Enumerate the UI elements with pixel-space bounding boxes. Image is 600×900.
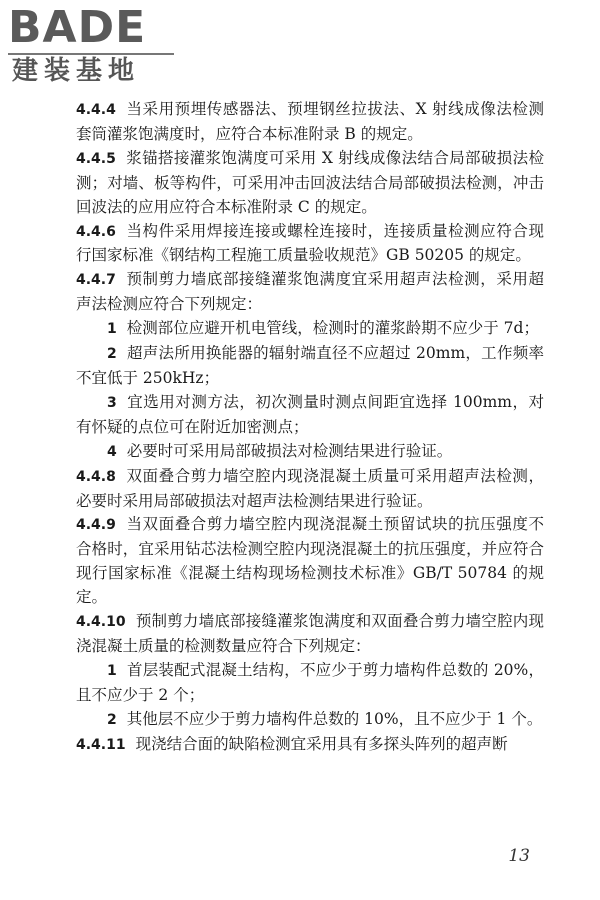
- clause-number: 4.4.5: [76, 150, 116, 167]
- clause-4-4-6: [76, 220, 544, 269]
- document-body: [76, 98, 544, 757]
- clause-4-4-4: [76, 98, 544, 147]
- clause-4-4-9: [76, 513, 544, 610]
- logo-subtitle: 建装基地: [12, 56, 141, 86]
- item-text: 检测部位应避开机电管线，检测时的灌浆龄期不应少于 7d；: [126, 319, 539, 338]
- clause-4-4-5: [76, 147, 544, 220]
- clause-4-4-7-item-1: [76, 317, 544, 342]
- item-text: 必要时可采用局部破损法对检测结果进行验证。: [126, 441, 453, 460]
- clause-number: 4.4.6: [76, 223, 116, 240]
- item-text: 宜选用对测方法，初次测量时测点间距宜选择 100mm，对有怀疑的点位可在附近加密测点；: [76, 392, 544, 436]
- item-number: 2: [107, 346, 117, 363]
- item-number: 1: [107, 321, 117, 338]
- clause-text: 现浇结合面的缺陷检测宜采用具有多探头阵列的超声断: [135, 734, 508, 753]
- clause-number: 4.4.7: [76, 272, 116, 289]
- item-number: 2: [107, 711, 117, 728]
- logo-brand: BADE: [8, 2, 147, 53]
- clause-4-4-10: [76, 610, 544, 659]
- clause-text: 当采用预埋传感器法、预埋钢丝拉拔法、X 射线成像法检测套筒灌浆饱满度时，应符合本标准附录 B 的规定。: [76, 100, 544, 143]
- clause-4-4-7: [76, 268, 544, 317]
- clause-text: 当构件采用焊接连接或螺栓连接时，连接质量检测应符合现行国家标准《钢结构工程施工质量验收规范》GB 50205 的规定。: [76, 221, 544, 265]
- clause-number: 4.4.10: [76, 614, 126, 631]
- bade-logo: [8, 4, 178, 90]
- clause-4-4-7-item-3: [76, 391, 544, 440]
- item-text: 超声法所用换能器的辐射端直径不应超过 20mm，工作频率不宜低于 250kHz；: [76, 344, 544, 387]
- clause-text: 浆锚搭接灌浆饱满度可采用 X 射线成像法结合局部破损法检测；对墙、板等构件，可采用冲击回波法结合局部破损法检测，冲击回波法的应用应符合本标准附录 C 的规定。: [76, 148, 544, 216]
- logo-rule: [8, 53, 174, 55]
- item-text: 首层装配式混凝土结构，不应少于剪力墙构件总数的 20%，且不应少于 2 个；: [76, 660, 544, 704]
- clause-4-4-7-item-2: [76, 342, 544, 391]
- clause-text: 当双面叠合剪力墙空腔内现浇混凝土预留试块的抗压强度不合格时，宜采用钻芯法检测空腔内现浇混凝土的抗压强度，并应符合现行国家标准《混凝土结构现场检测技术标准》GB/T 50784 的规定。: [76, 515, 544, 607]
- page-number: 13: [508, 846, 530, 866]
- clause-text: 双面叠合剪力墙空腔内现浇混凝土质量可采用超声法检测，必要时采用局部破损法对超声法检测结果进行验证。: [76, 466, 544, 510]
- item-number: 3: [107, 394, 117, 411]
- clause-4-4-11: [76, 733, 544, 758]
- clause-number: 4.4.4: [76, 102, 116, 118]
- clause-number: 4.4.8: [76, 468, 116, 485]
- clause-4-4-7-item-4: [76, 440, 544, 465]
- clause-4-4-10-item-1: [76, 659, 544, 708]
- clause-4-4-10-item-2: [76, 708, 544, 733]
- item-number: 1: [107, 662, 117, 679]
- clause-text: 预制剪力墙底部接缝灌浆饱满度宜采用超声法检测，采用超声法检测应符合下列规定：: [76, 270, 544, 314]
- clause-number: 4.4.9: [76, 517, 116, 534]
- clause-text: 预制剪力墙底部接缝灌浆饱满度和双面叠合剪力墙空腔内现浇混凝土质量的检测数量应符合下列规定：: [76, 612, 544, 655]
- item-number: 4: [107, 443, 117, 460]
- clause-number: 4.4.11: [76, 736, 126, 753]
- clause-4-4-8: [76, 465, 544, 514]
- item-text: 其他层不应少于剪力墙构件总数的 10%，且不应少于 1 个。: [126, 709, 543, 728]
